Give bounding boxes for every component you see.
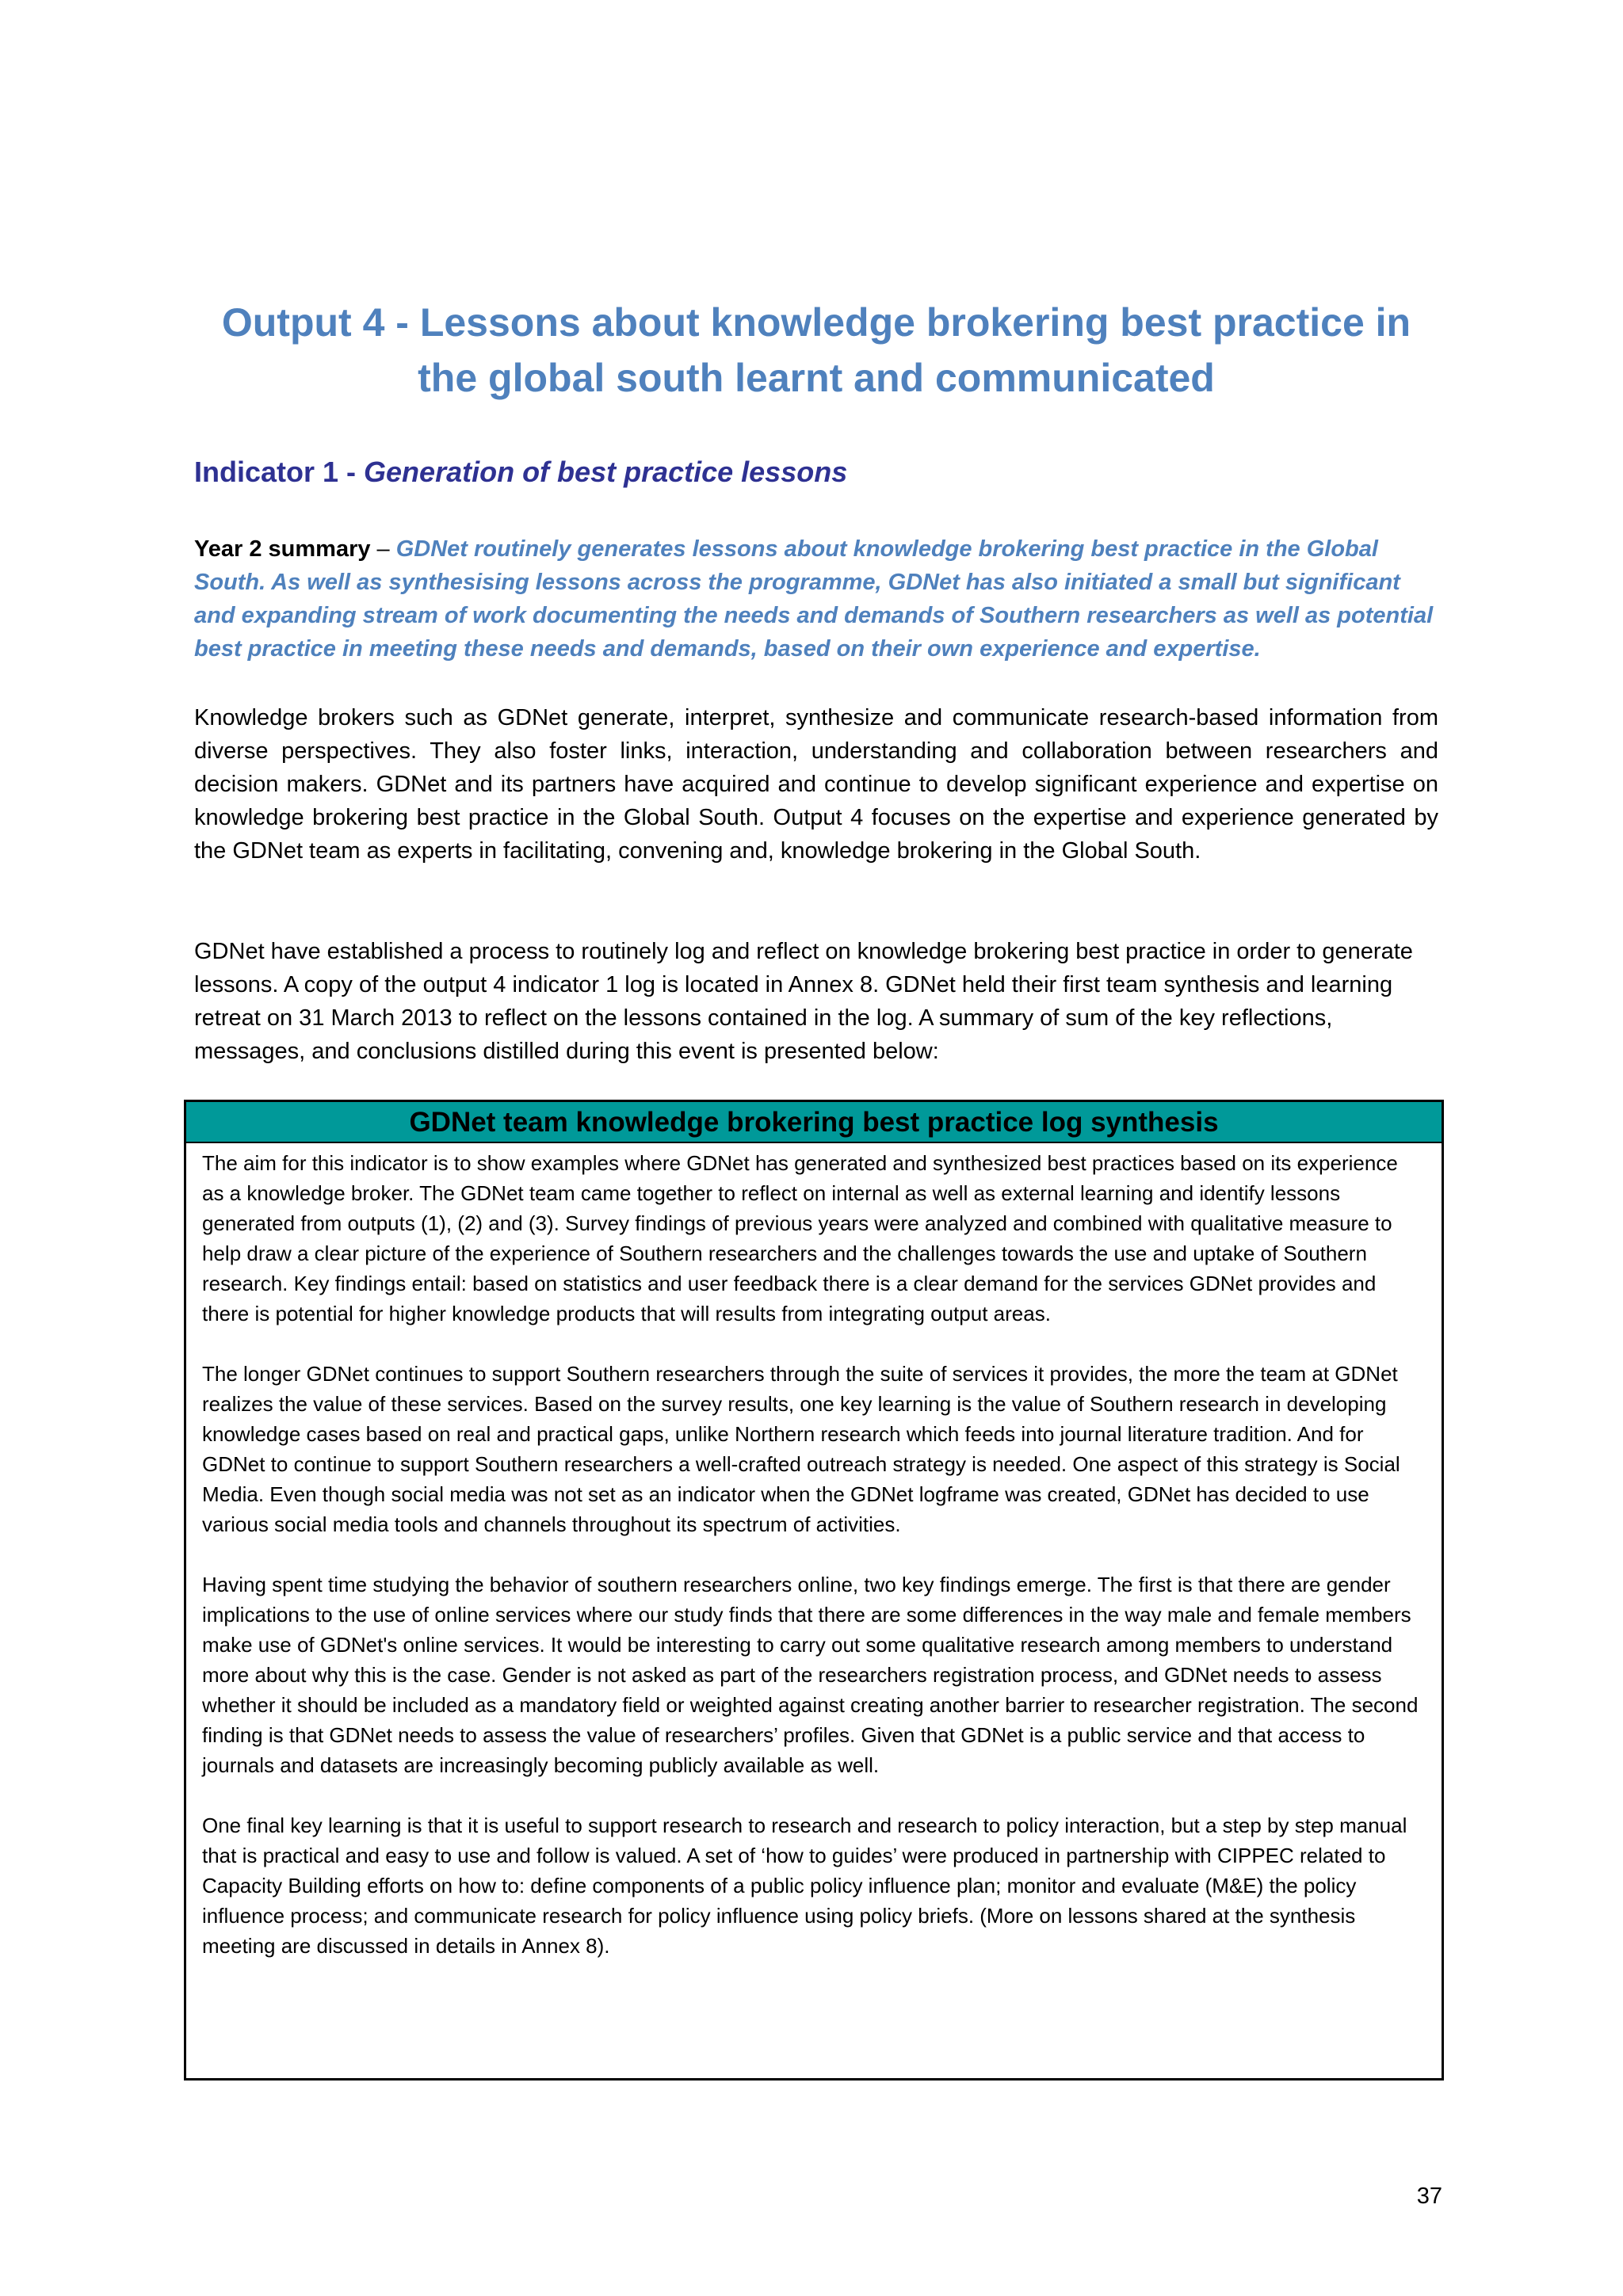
synthesis-box-body	[186, 1143, 1442, 1961]
page-number: 37	[1416, 2183, 1442, 2209]
page-title: Output 4 - Lessons about knowledge brokering best practice in the global south learnt and communicated	[221, 300, 1411, 400]
indicator-heading	[194, 450, 847, 494]
summary-label: Year 2 summary	[194, 536, 371, 562]
synthesis-box	[184, 1100, 1444, 2081]
indicator-prefix: Indicator 1 -	[194, 456, 365, 488]
indicator-name: Generation of best practice lessons	[364, 456, 848, 488]
box-paragraph-3: Having spent time studying the behavior of southern researchers online, two key findings emerge. The first is that there are gender implications to the use of online services where our study finds that there are some differences in the way male and female members make use of GDNet's online services. It would be interesting to carry out some qualitative research among members to understand more about why this is the case. Gender is not asked as part of the researchers registration process, and GDNet needs to assess whether it should be included as a mandatory field or weighted against creating another barrier to researcher registration. The second finding is that GDNet needs to assess the value of researchers’ profiles. Given that GDNet is a public service and that access to journals and datasets are increasingly becoming publicly available as well.	[202, 1573, 1419, 1777]
body-paragraph-2: GDNet have established a process to routinely log and reflect on knowledge brokering best practice in order to generate lessons. A copy of the output 4 indicator 1 log is located in Annex 8. GDNet held their first team synthesis and learning retreat on 31 March 2013 to reflect on the lessons contained in the log. A summary of sum of the key reflections, messages, and conclusions distilled during this event is presented below:	[194, 939, 1413, 1064]
box-paragraph-1: The aim for this indicator is to show examples where GDNet has generated and synthesized best practices based on its experience as a knowledge broker. The GDNet team came together to reflect on internal as well as external learning and identify lessons generated from outputs (1), (2) and (3). Survey findings of previous years were analyzed and combined with qualitative measure to help draw a clear picture of the experience of Southern researchers and the challenges towards the use and uptake of Southern research. Key findings entail: based on statistics and user feedback there is a clear demand for the services GDNet provides and there is potential for higher knowledge products that will results from integrating output areas.	[202, 1151, 1398, 1325]
year-summary	[194, 532, 1438, 666]
body-paragraph-1: Knowledge brokers such as GDNet generate, interpret, synthesize and communicate research-based information from diverse perspectives. They also foster links, interaction, understanding and collaboration between researchers and decision makers. GDNet and its partners have acquired and continue to develop significant experience and expertise on knowledge brokering best practice in the Global South. Output 4 focuses on the expertise and experience generated by the GDNet team as experts in facilitating, convening and, knowledge brokering in the Global South.	[194, 705, 1438, 864]
box-paragraph-2: The longer GDNet continues to support Southern researchers through the suite of services it provides, the more the team at GDNet realizes the value of these services. Based on the survey results, one key learning is the value of Southern research in developing knowledge cases based on real and practical gaps, unlike Northern research which feeds into journal literature tradition. And for GDNet to continue to support Southern researchers a well-crafted outreach strategy is needed. One aspect of this strategy is Social Media. Even though social media was not set as an indicator when the GDNet logframe was created, GDNet has decided to use various social media tools and channels throughout its spectrum of activities.	[202, 1362, 1400, 1536]
summary-dash: –	[370, 536, 396, 562]
box-paragraph-4: One final key learning is that it is useful to support research to research and research to policy interaction, but a step by step manual that is practical and easy to use and follow is valued. A set of ‘how to guides’ were produced in partnership with CIPPEC related to Capacity Building efforts on how to: define components of a public policy influence plan; monitor and evaluate (M&E) the policy influence process; and communicate research for policy influence using policy briefs. (More on lessons shared at the synthesis meeting are discussed in details in Annex 8).	[202, 1814, 1407, 1958]
summary-text: GDNet routinely generates lessons about knowledge brokering best practice in the Global South. As well as synthesising lessons across the programme, GDNet has also initiated a small but significant and expanding stream of work documenting the needs and demands of Southern researchers as well as potential best practice in meeting these needs and demands, based on their own experience and expertise.	[194, 536, 1434, 662]
synthesis-box-header: GDNet team knowledge brokering best practice log synthesis	[186, 1102, 1442, 1143]
